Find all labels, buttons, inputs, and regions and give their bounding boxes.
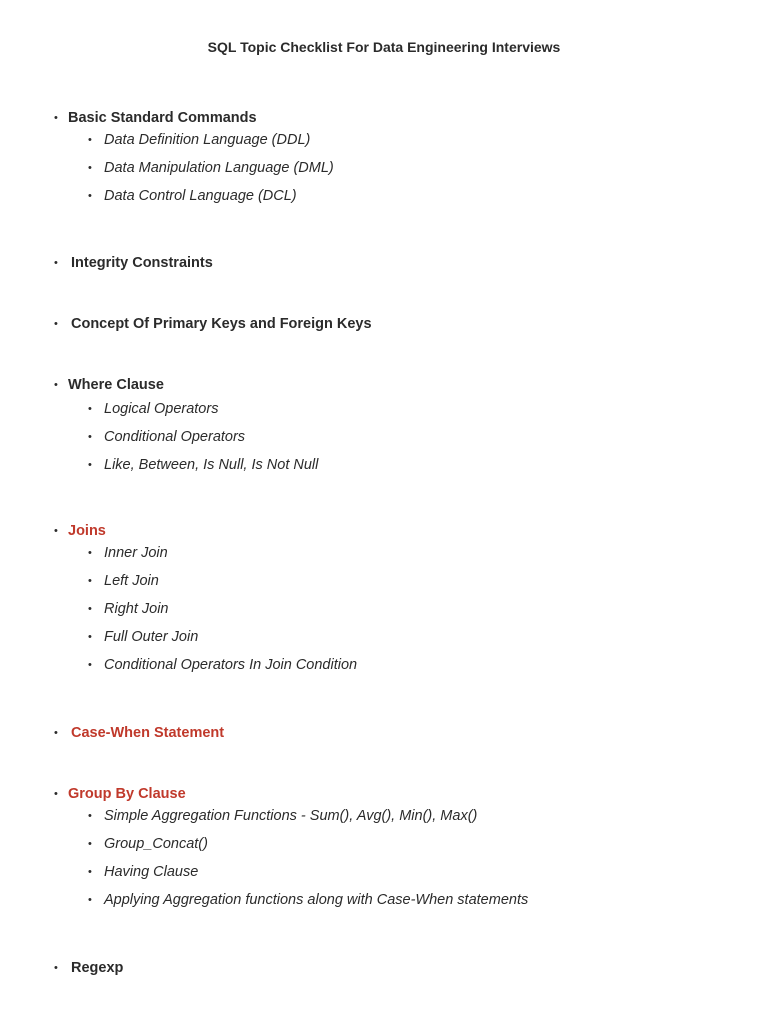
section-heading xyxy=(0,522,768,540)
list-item-label: Data Control Language (DCL) xyxy=(104,188,297,204)
list-item-label: Having Clause xyxy=(104,864,199,880)
list-item xyxy=(0,395,768,423)
bullet-icon: • xyxy=(88,162,92,174)
section-heading xyxy=(0,315,768,333)
bullet-icon: • xyxy=(88,866,92,878)
section-regexp xyxy=(0,959,768,977)
list-item xyxy=(0,126,768,154)
section-heading-label: Concept Of Primary Keys and Foreign Keys xyxy=(71,316,372,332)
section-where-clause xyxy=(0,376,768,479)
list-item-label: Data Manipulation Language (DML) xyxy=(104,160,334,176)
list-item-label: Conditional Operators In Join Condition xyxy=(104,657,358,673)
bullet-icon: • xyxy=(54,257,58,269)
bullet-icon: • xyxy=(54,727,58,739)
bullet-icon: • xyxy=(88,603,92,615)
section-primary-foreign-keys xyxy=(0,315,768,333)
section-basic-standard-commands xyxy=(0,109,768,210)
bullet-icon: • xyxy=(88,838,92,850)
section-heading xyxy=(0,109,768,127)
list-item xyxy=(0,567,768,595)
list-item-label: Group_Concat() xyxy=(104,836,208,852)
section-group-by-clause xyxy=(0,785,768,914)
list-item xyxy=(0,651,768,679)
section-heading xyxy=(0,376,768,394)
bullet-icon: • xyxy=(54,318,58,330)
bullet-icon: • xyxy=(88,659,92,671)
list-item xyxy=(0,858,768,886)
section-heading-label: Basic Standard Commands xyxy=(68,110,257,126)
section-heading-label: Where Clause xyxy=(68,377,164,393)
section-heading-label: Group By Clause xyxy=(68,786,186,802)
section-heading xyxy=(0,785,768,803)
list-item-label: Full Outer Join xyxy=(104,629,199,645)
page-title: SQL Topic Checklist For Data Engineering Interviews xyxy=(207,39,561,55)
list-item xyxy=(0,802,768,830)
bullet-icon: • xyxy=(88,631,92,643)
bullet-icon: • xyxy=(54,525,58,537)
section-heading xyxy=(0,254,768,272)
bullet-icon: • xyxy=(88,431,92,443)
bullet-icon: • xyxy=(54,962,58,974)
list-item xyxy=(0,182,768,210)
bullet-icon: • xyxy=(88,190,92,202)
list-item xyxy=(0,595,768,623)
section-heading-label: Case-When Statement xyxy=(71,725,225,741)
section-joins xyxy=(0,522,768,679)
section-heading xyxy=(0,959,768,977)
bullet-icon: • xyxy=(88,894,92,906)
list-item xyxy=(0,830,768,858)
section-integrity-constraints xyxy=(0,254,768,272)
bullet-icon: • xyxy=(88,575,92,587)
section-heading-label: Integrity Constraints xyxy=(71,255,213,271)
list-item-label: Right Join xyxy=(104,601,169,617)
section-heading xyxy=(0,724,768,742)
section-heading-label: Regexp xyxy=(71,960,124,976)
list-item-label: Inner Join xyxy=(104,545,168,561)
list-item-label: Like, Between, Is Null, Is Not Null xyxy=(104,457,319,473)
list-item-label: Simple Aggregation Functions - Sum(), Avg(), Min(), Max() xyxy=(104,808,478,824)
list-item xyxy=(0,886,768,914)
section-case-when-statement xyxy=(0,724,768,742)
list-item-label: Logical Operators xyxy=(104,401,219,417)
list-item xyxy=(0,154,768,182)
list-item xyxy=(0,539,768,567)
list-item xyxy=(0,423,768,451)
bullet-icon: • xyxy=(88,403,92,415)
bullet-icon: • xyxy=(88,134,92,146)
bullet-icon: • xyxy=(54,788,58,800)
bullet-icon: • xyxy=(88,547,92,559)
list-item-label: Conditional Operators xyxy=(104,429,246,445)
list-item-label: Data Definition Language (DDL) xyxy=(104,132,311,148)
bullet-icon: • xyxy=(54,379,58,391)
list-item-label: Left Join xyxy=(104,573,159,589)
bullet-icon: • xyxy=(88,459,92,471)
list-item xyxy=(0,623,768,651)
bullet-icon: • xyxy=(54,112,58,124)
bullet-icon: • xyxy=(88,810,92,822)
list-item-label: Applying Aggregation functions along with Case-When statements xyxy=(104,892,529,908)
list-item xyxy=(0,451,768,479)
section-heading-label: Joins xyxy=(68,523,106,539)
